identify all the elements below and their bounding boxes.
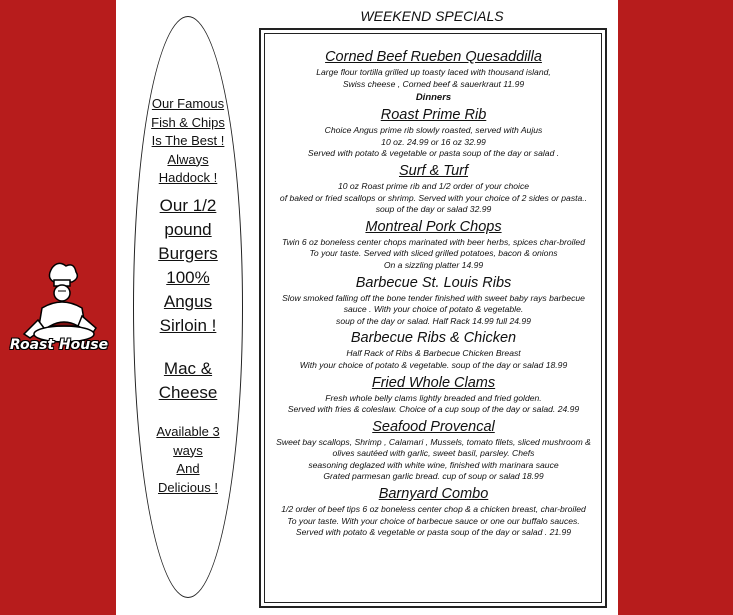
sidebar-line: Delicious !	[158, 479, 218, 495]
sidebar-line: ways	[173, 442, 203, 458]
menu-item-description: Swiss cheese , Corned beef & sauerkraut 11.99	[342, 78, 525, 89]
sidebar-line: 100%	[166, 268, 210, 287]
sidebar-burgers-text	[136, 194, 240, 338]
sidebar-line: Available 3	[156, 424, 220, 439]
menu-item	[267, 329, 600, 371]
menu-item	[267, 48, 600, 90]
menu-item-title: Surf & Turf	[398, 162, 469, 179]
sidebar-line: Is The Best !	[151, 133, 225, 148]
sidebar-line: Our Famous	[151, 96, 225, 111]
menu-item-description: Served with potato & vegetable or pasta soup of the day or salad . 21.99	[295, 527, 572, 538]
menu-item	[267, 162, 600, 216]
menu-item-description: Large flour tortilla grilled up toasty laced with thousand island,	[316, 67, 551, 77]
menu-item-description: Grated parmesan garlic bread. cup of soup or salad 18.99	[323, 471, 544, 482]
right-red-panel	[618, 0, 733, 615]
menu-item-description: Sweet bay scallops, Shrimp , Calamari , Mussels, tomato filets, sliced mushroom &	[276, 436, 591, 447]
menu-item-title: Corned Beef Rueben Quesaddilla	[325, 49, 542, 65]
menu-item-description: To your taste. Served with sliced grilled potatoes, bacon & onions	[309, 248, 558, 259]
menu-item-description: 10 oz Roast prime rib and 1/2 order of your choice	[337, 180, 530, 191]
sidebar-line: Angus	[163, 292, 213, 311]
sidebar-available-text	[136, 423, 240, 497]
sidebar-line: Haddock !	[158, 170, 218, 185]
sidebar-fish-text	[136, 95, 240, 188]
menu-item	[267, 374, 600, 416]
sidebar-line: And	[176, 461, 200, 476]
menu-item-description: Fresh whole belly clams lightly breaded and fried golden.	[325, 392, 542, 403]
menu-item-description: sauce . With your choice of potato & vegetable.	[343, 304, 524, 315]
menu-item-title: Seafood Provencal	[372, 418, 495, 435]
menu-item	[267, 274, 600, 328]
menu-item-title: Barnyard Combo	[378, 486, 489, 503]
menu-section-label: Dinners	[415, 92, 452, 104]
menu-item	[267, 418, 600, 483]
sidebar-line: pound	[164, 220, 212, 239]
sidebar-line: Always	[167, 151, 209, 167]
menu-item-title: Montreal Pork Chops	[365, 218, 502, 235]
menu-item	[267, 106, 600, 160]
menu-item	[267, 92, 600, 104]
menu-item-title: Barbecue St. Louis Ribs	[355, 274, 512, 291]
sidebar-mac-text	[136, 357, 240, 405]
menu-item-description: soup of the day or salad. Half Rack 14.99 full 24.99	[336, 315, 531, 326]
page-title: WEEKEND SPECIALS	[360, 8, 504, 24]
menu-item-description: seasoning deglazed with white wine, finished with marinara sauce	[308, 459, 559, 470]
menu-item-description: Half Rack of Ribs & Barbecue Chicken Breast	[346, 348, 521, 359]
sidebar-line: Burgers	[158, 244, 218, 263]
sidebar-line: Sirloin !	[159, 316, 217, 335]
menu-item-description: soup of the day or salad 32.99	[375, 204, 492, 215]
menu-item	[267, 218, 600, 272]
sidebar-line: Mac &	[163, 359, 213, 378]
menu-item-description: With your choice of potato & vegetable. soup of the day or salad 18.99	[299, 359, 568, 370]
menu-list	[267, 48, 600, 541]
menu-item-description: olives sautéed with garlic, sweet basil, parsley. Chefs	[332, 448, 535, 459]
sidebar-line: Our 1/2	[159, 196, 217, 215]
menu-item-title: Roast Prime Rib	[380, 107, 487, 124]
menu-item-description: Twin 6 oz boneless center chops marinated with beer herbs, spices char-broiled	[281, 236, 585, 247]
menu-item-description: Served with potato & vegetable or pasta soup of the day or salad .	[307, 148, 560, 159]
sidebar-line: Cheese	[158, 383, 218, 402]
menu-item-title: Barbecue Ribs & Chicken	[350, 330, 517, 347]
sidebar-line: Fish & Chips	[151, 114, 225, 130]
menu-item-description: On a sizzling platter 14.99	[383, 259, 484, 270]
menu-item-title: Fried Whole Clams	[371, 374, 496, 391]
menu-item-description: 1/2 order of beef tips 6 oz boneless center chop & a chicken breast, char-broiled	[281, 504, 586, 515]
menu-item-description: of baked or fried scallops or shrimp. Served with your choice of 2 sides or pasta..	[279, 192, 588, 203]
menu-item-description: Served with fries & coleslaw. Choice of a cup soup of the day or salad. 24.99	[287, 404, 580, 415]
menu-item-description: Slow smoked falling off the bone tender finished with sweet baby rays barbecue	[282, 292, 585, 303]
menu-item-description: To your taste. With your choice of barbecue sauce or one our buffalo sauces.	[287, 515, 580, 526]
logo-text: Roast House	[9, 337, 109, 353]
menu-item-description: 10 oz. 24.99 or 16 oz 32.99	[381, 136, 486, 147]
menu-item	[267, 485, 600, 539]
menu-item-description: Choice Angus prime rib slowly roasted, served with Aujus	[324, 125, 543, 136]
